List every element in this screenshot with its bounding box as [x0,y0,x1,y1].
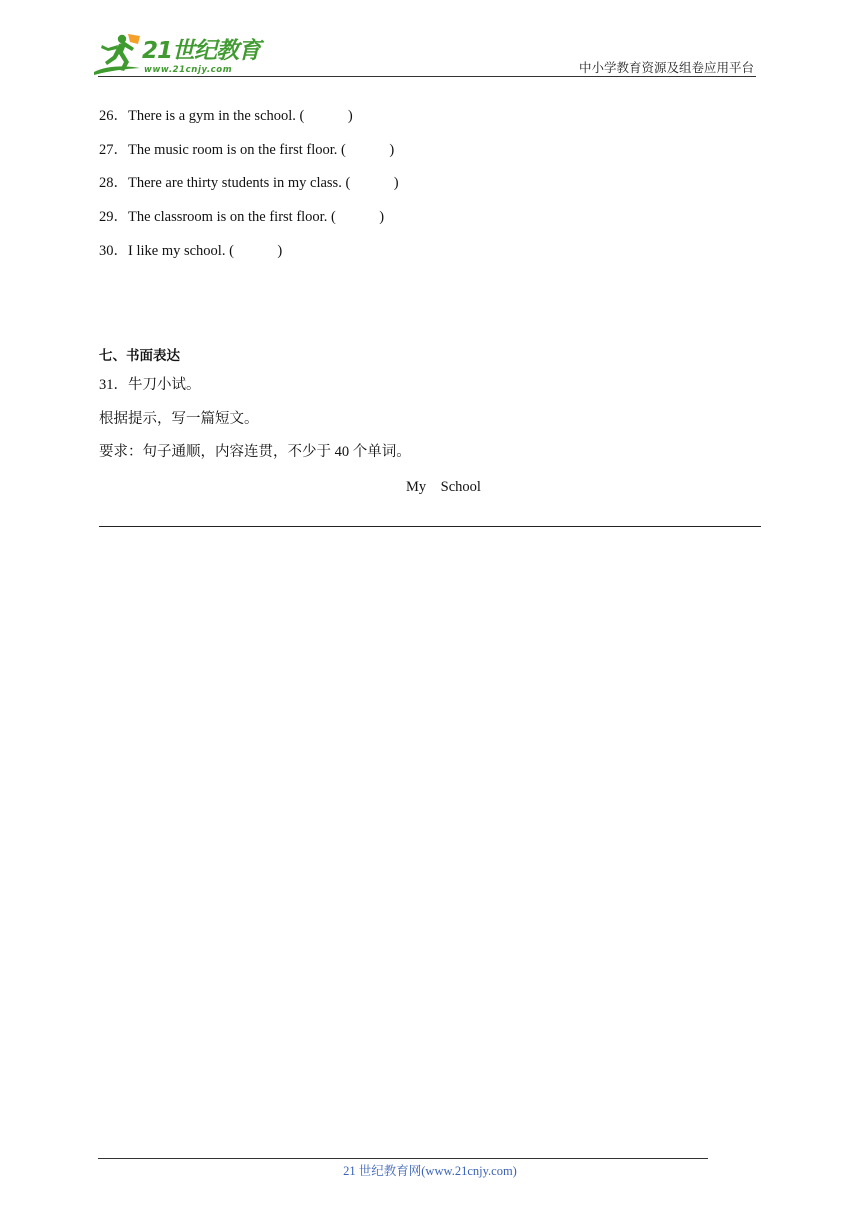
question-text: The classroom is on the first floor. ( ) [128,209,385,226]
question-27 [99,138,399,172]
platform-name: 中小学教育资源及组卷应用平台 [578,61,754,75]
question-number: 30． [99,242,128,259]
question-text: I like my school. ( ) [128,242,283,259]
question-number: 26． [99,108,128,124]
writing-requirement: 要求：句子通顺，内容连贯，不少于 40 个单词。 [99,444,411,460]
footer-divider [98,1158,708,1159]
logo-brand-text: 21世纪教育 [142,38,261,64]
writing-line [99,526,761,527]
question-28 [99,171,399,205]
writing-hint: 根据提示，写一篇短文。 [99,411,259,427]
question-number: 28． [99,175,128,192]
question-31: 31．牛刀小试。 [99,377,201,393]
logo-url-text: www.21cnjy.com [144,65,233,75]
question-number: 29． [99,209,128,226]
question-list [99,104,399,272]
question-26 [99,104,399,138]
header-divider [98,76,756,77]
section-title: 七、书面表达 [99,348,180,364]
question-text: There is a gym in the school. ( ) [128,108,353,124]
footer-link[interactable]: 21 世纪教育网(www.21cnjy.com) [343,1164,517,1178]
page-header [0,0,860,80]
question-text: The music room is on the first floor. ( ) [128,141,395,158]
question-29 [99,205,399,239]
site-logo[interactable] [92,32,262,78]
runner-logo-icon [92,32,142,76]
essay-title: My School [406,479,481,495]
question-30 [99,239,399,273]
question-text: There are thirty students in my class. ( ) [128,175,399,192]
question-number: 27． [99,141,128,158]
